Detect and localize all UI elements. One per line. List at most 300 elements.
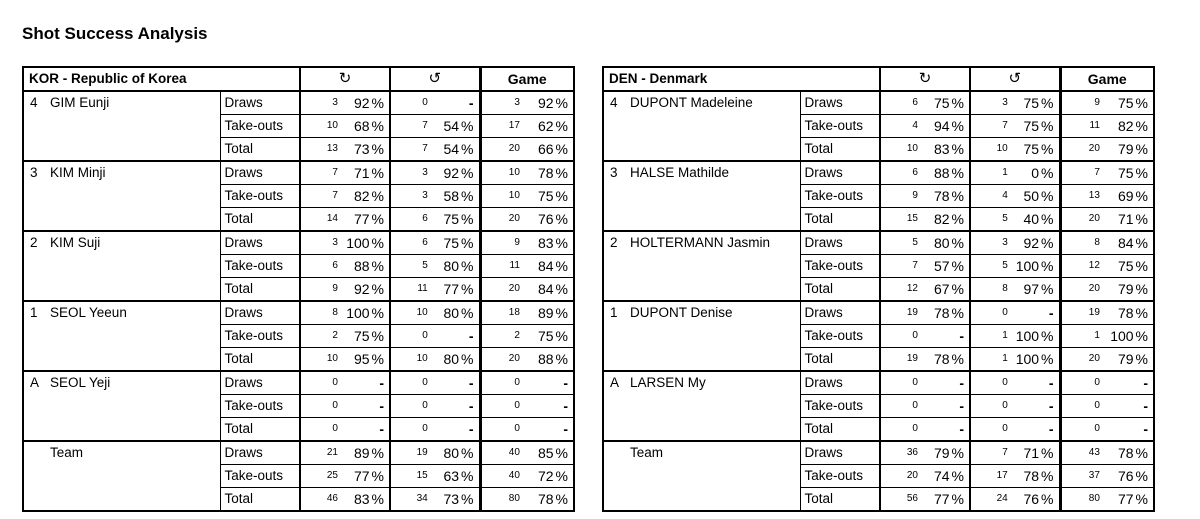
shot-count: 12 bbox=[1088, 260, 1100, 271]
success-percentage: 100 % bbox=[1015, 351, 1054, 367]
success-percentage: 92 % bbox=[443, 165, 474, 181]
shot-count: 34 bbox=[416, 493, 428, 504]
shot-count: 0 bbox=[514, 377, 520, 388]
shot-count: 0 bbox=[332, 423, 338, 434]
game-stat-cell bbox=[1060, 441, 1154, 465]
shot-type-label: Draws bbox=[800, 371, 880, 395]
game-stat-cell bbox=[1060, 488, 1154, 512]
success-percentage: 66 % bbox=[537, 141, 568, 157]
ccw-stat-cell bbox=[970, 91, 1060, 115]
shot-count: 9 bbox=[514, 237, 520, 248]
success-percentage: 75 % bbox=[353, 328, 384, 344]
shot-count: 0 bbox=[514, 400, 520, 411]
shot-count: 0 bbox=[514, 423, 520, 434]
cw-stat-cell bbox=[300, 395, 390, 418]
shot-count: 46 bbox=[326, 493, 338, 504]
player-name-cell bbox=[603, 231, 800, 301]
shot-count: 10 bbox=[416, 307, 428, 318]
table-row bbox=[603, 231, 1154, 255]
cw-stat-cell bbox=[300, 278, 390, 302]
ccw-stat-cell bbox=[970, 325, 1060, 348]
success-percentage: 82 % bbox=[933, 211, 964, 227]
success-percentage: 79 % bbox=[1117, 141, 1148, 157]
shot-count: 20 bbox=[1088, 353, 1100, 364]
cw-stat-cell bbox=[300, 208, 390, 232]
success-percentage: 80 % bbox=[443, 258, 474, 274]
shot-count: 20 bbox=[906, 470, 918, 481]
player-name-cell bbox=[23, 371, 220, 441]
shot-count: 20 bbox=[508, 143, 520, 154]
ccw-stat-cell bbox=[970, 465, 1060, 488]
player-name-cell bbox=[23, 91, 220, 161]
page-title: Shot Success Analysis bbox=[22, 24, 208, 43]
success-percentage: 77 % bbox=[353, 468, 384, 484]
table-row bbox=[603, 161, 1154, 185]
shot-count: 0 bbox=[422, 97, 428, 108]
shot-count: 1 bbox=[1002, 167, 1008, 178]
success-percentage: 80 % bbox=[933, 235, 964, 251]
shot-count: 6 bbox=[422, 237, 428, 248]
shot-count: 20 bbox=[508, 353, 520, 364]
shot-count: 0 bbox=[912, 423, 918, 434]
success-percentage: - bbox=[379, 375, 384, 391]
shot-type-label: Total bbox=[220, 488, 300, 512]
cw-stat-cell bbox=[300, 231, 390, 255]
success-percentage: 82 % bbox=[353, 188, 384, 204]
table-row bbox=[603, 371, 1154, 395]
success-percentage: 75 % bbox=[1023, 95, 1054, 111]
shot-count: 37 bbox=[1088, 470, 1100, 481]
shot-count: 1 bbox=[1094, 330, 1100, 341]
shot-count: 10 bbox=[416, 353, 428, 364]
shot-type-label: Total bbox=[800, 208, 880, 232]
success-percentage: 78 % bbox=[933, 188, 964, 204]
shot-count: 7 bbox=[1002, 447, 1008, 458]
game-stat-cell bbox=[480, 348, 574, 372]
shot-count: 0 bbox=[912, 377, 918, 388]
player-name: KIM Minji bbox=[50, 165, 106, 180]
success-percentage: 80 % bbox=[443, 305, 474, 321]
success-percentage: 73 % bbox=[353, 141, 384, 157]
success-percentage: 77 % bbox=[1117, 491, 1148, 507]
success-percentage: - bbox=[563, 375, 568, 391]
shot-count: 20 bbox=[1088, 283, 1100, 294]
success-percentage: 92 % bbox=[353, 281, 384, 297]
ccw-stat-cell bbox=[970, 371, 1060, 395]
ccw-stat-cell bbox=[390, 418, 480, 442]
cw-stat-cell bbox=[300, 488, 390, 512]
ccw-stat-cell bbox=[390, 231, 480, 255]
success-percentage: 94 % bbox=[933, 118, 964, 134]
shot-count: 3 bbox=[332, 237, 338, 248]
player-position: A bbox=[30, 375, 40, 390]
shot-type-label: Total bbox=[220, 208, 300, 232]
player-name: HALSE Mathilde bbox=[630, 165, 730, 180]
cw-stat-cell bbox=[880, 255, 970, 278]
game-stat-cell bbox=[480, 161, 574, 185]
shot-count: 0 bbox=[422, 423, 428, 434]
shot-type-label: Total bbox=[800, 278, 880, 302]
player-name-cell bbox=[23, 161, 220, 231]
success-percentage: - bbox=[1048, 305, 1054, 321]
shot-count: 21 bbox=[326, 447, 338, 458]
table-row bbox=[23, 231, 574, 255]
player-position: 2 bbox=[30, 235, 38, 250]
shot-count: 24 bbox=[996, 493, 1008, 504]
player-position: 2 bbox=[610, 235, 618, 250]
success-percentage: - bbox=[1048, 375, 1054, 391]
ccw-stat-cell bbox=[970, 441, 1060, 465]
success-percentage: 78 % bbox=[933, 305, 964, 321]
player-position: A bbox=[610, 375, 620, 390]
shot-count: 56 bbox=[906, 493, 918, 504]
team-name-header-kor: KOR - Republic of Korea bbox=[23, 67, 300, 91]
table-row bbox=[23, 441, 574, 465]
ccw-stat-cell bbox=[970, 185, 1060, 208]
success-percentage: 57 % bbox=[933, 258, 964, 274]
success-percentage: 67 % bbox=[933, 281, 964, 297]
success-percentage: 83 % bbox=[537, 235, 568, 251]
game-column-header: Game bbox=[480, 67, 574, 91]
success-percentage: - bbox=[959, 421, 964, 437]
shot-count: 0 bbox=[1002, 423, 1008, 434]
shot-count: 15 bbox=[416, 470, 428, 481]
shot-count: 0 bbox=[912, 330, 918, 341]
shot-count: 5 bbox=[1002, 260, 1008, 271]
success-percentage: 75 % bbox=[1117, 95, 1148, 111]
success-percentage: 100 % bbox=[1015, 328, 1054, 344]
success-percentage: - bbox=[379, 398, 384, 414]
shot-count: 15 bbox=[906, 213, 918, 224]
shot-count: 7 bbox=[1094, 167, 1100, 178]
ccw-stat-cell bbox=[970, 255, 1060, 278]
ccw-stat-cell bbox=[970, 488, 1060, 512]
shot-count: 19 bbox=[906, 353, 918, 364]
success-percentage: - bbox=[468, 421, 474, 437]
player-name: DUPONT Madeleine bbox=[630, 95, 753, 110]
success-percentage: 50 % bbox=[1023, 188, 1054, 204]
player-name-cell bbox=[23, 301, 220, 371]
shot-count: 20 bbox=[508, 213, 520, 224]
game-stat-cell bbox=[1060, 325, 1154, 348]
game-stat-cell bbox=[1060, 395, 1154, 418]
cw-stat-cell bbox=[880, 185, 970, 208]
success-percentage: - bbox=[959, 375, 964, 391]
game-stat-cell bbox=[1060, 371, 1154, 395]
success-percentage: - bbox=[563, 421, 568, 437]
success-percentage: 92 % bbox=[537, 95, 568, 111]
team-total-label-cell bbox=[603, 441, 800, 511]
ccw-stat-cell bbox=[970, 395, 1060, 418]
shot-count: 6 bbox=[912, 97, 918, 108]
success-percentage: 75 % bbox=[1117, 258, 1148, 274]
shot-type-label: Take-outs bbox=[800, 395, 880, 418]
player-name: SEOL Yeji bbox=[50, 375, 111, 390]
player-name: Team bbox=[630, 445, 664, 460]
ccw-stat-cell bbox=[390, 278, 480, 302]
shot-count: 0 bbox=[1094, 377, 1100, 388]
success-percentage: 76 % bbox=[537, 211, 568, 227]
success-percentage: 92 % bbox=[353, 95, 384, 111]
success-percentage: 71 % bbox=[1117, 211, 1148, 227]
success-percentage: 100 % bbox=[1110, 328, 1148, 344]
cw-stat-cell bbox=[880, 348, 970, 372]
shot-count: 5 bbox=[912, 237, 918, 248]
success-percentage: 75 % bbox=[537, 188, 568, 204]
game-stat-cell bbox=[1060, 115, 1154, 138]
cw-stat-cell bbox=[300, 115, 390, 138]
game-stat-cell bbox=[480, 91, 574, 115]
cw-stat-cell bbox=[300, 255, 390, 278]
success-percentage: 63 % bbox=[443, 468, 474, 484]
player-name-cell bbox=[603, 161, 800, 231]
table-row bbox=[603, 441, 1154, 465]
ccw-stat-cell bbox=[390, 138, 480, 162]
success-percentage: 82 % bbox=[1117, 118, 1148, 134]
counterclockwise-rotation-icon: ↺ bbox=[1008, 69, 1022, 87]
shot-type-label: Take-outs bbox=[800, 325, 880, 348]
success-percentage: 79 % bbox=[1117, 281, 1148, 297]
success-percentage: 78 % bbox=[1117, 305, 1148, 321]
ccw-stat-cell bbox=[970, 138, 1060, 162]
team-name-header-den: DEN - Denmark bbox=[603, 67, 880, 91]
game-stat-cell bbox=[1060, 418, 1154, 442]
ccw-stat-cell bbox=[390, 301, 480, 325]
success-percentage: 75 % bbox=[1023, 118, 1054, 134]
ccw-stat-cell bbox=[970, 208, 1060, 232]
success-percentage: 95 % bbox=[353, 351, 384, 367]
shot-count: 13 bbox=[1088, 190, 1100, 201]
shot-type-label: Take-outs bbox=[800, 255, 880, 278]
success-percentage: 54 % bbox=[443, 118, 474, 134]
shot-count: 5 bbox=[1002, 213, 1008, 224]
player-name: SEOL Yeeun bbox=[50, 305, 127, 320]
success-percentage: 88 % bbox=[353, 258, 384, 274]
success-percentage: 72 % bbox=[537, 468, 568, 484]
success-percentage: 75 % bbox=[933, 95, 964, 111]
clockwise-rotation-icon: ↻ bbox=[918, 69, 932, 87]
ccw-stat-cell bbox=[390, 325, 480, 348]
shot-count: 7 bbox=[1002, 120, 1008, 131]
success-percentage: 73 % bbox=[443, 491, 474, 507]
success-percentage: 74 % bbox=[933, 468, 964, 484]
success-percentage: 89 % bbox=[537, 305, 568, 321]
shot-count: 19 bbox=[416, 447, 428, 458]
game-stat-cell bbox=[1060, 465, 1154, 488]
success-percentage: 83 % bbox=[933, 141, 964, 157]
ccw-stat-cell bbox=[390, 395, 480, 418]
shot-type-label: Take-outs bbox=[220, 395, 300, 418]
success-percentage: 78 % bbox=[1117, 445, 1148, 461]
success-percentage: 100 % bbox=[346, 305, 384, 321]
shot-count: 9 bbox=[1094, 97, 1100, 108]
success-percentage: 0 % bbox=[1031, 165, 1054, 181]
counterclockwise-rotation-icon: ↺ bbox=[428, 69, 442, 87]
shot-count: 3 bbox=[1002, 97, 1008, 108]
success-percentage: 77 % bbox=[933, 491, 964, 507]
table-row bbox=[23, 301, 574, 325]
success-percentage: 84 % bbox=[537, 258, 568, 274]
shot-count: 12 bbox=[906, 283, 918, 294]
shot-count: 0 bbox=[422, 377, 428, 388]
shot-count: 11 bbox=[417, 283, 428, 294]
shot-count: 0 bbox=[422, 330, 428, 341]
shot-count: 10 bbox=[326, 353, 338, 364]
success-percentage: 75 % bbox=[537, 328, 568, 344]
shot-type-label: Draws bbox=[220, 231, 300, 255]
shot-type-label: Total bbox=[800, 138, 880, 162]
shot-count: 0 bbox=[1002, 400, 1008, 411]
shot-count: 11 bbox=[1089, 120, 1100, 131]
shot-type-label: Take-outs bbox=[220, 115, 300, 138]
shot-count: 7 bbox=[912, 260, 918, 271]
shot-count: 25 bbox=[326, 470, 338, 481]
shot-count: 5 bbox=[422, 260, 428, 271]
table-row bbox=[23, 161, 574, 185]
shot-type-label: Total bbox=[220, 418, 300, 442]
clockwise-column-header bbox=[880, 67, 970, 91]
shot-type-label: Total bbox=[220, 138, 300, 162]
game-stat-cell bbox=[480, 208, 574, 232]
shot-type-label: Take-outs bbox=[220, 465, 300, 488]
success-percentage: - bbox=[468, 375, 474, 391]
cw-stat-cell bbox=[880, 301, 970, 325]
player-position: 3 bbox=[30, 165, 38, 180]
player-name: LARSEN My bbox=[630, 375, 706, 390]
shot-count: 8 bbox=[1002, 283, 1008, 294]
cw-stat-cell bbox=[880, 161, 970, 185]
shot-type-label: Total bbox=[220, 348, 300, 372]
shot-count: 8 bbox=[332, 307, 338, 318]
team-table-korea bbox=[22, 66, 575, 512]
clockwise-rotation-icon: ↻ bbox=[338, 69, 352, 87]
shot-count: 3 bbox=[422, 167, 428, 178]
player-name-cell bbox=[603, 91, 800, 161]
shot-type-label: Draws bbox=[800, 91, 880, 115]
shot-count: 1 bbox=[1002, 353, 1008, 364]
success-percentage: - bbox=[1048, 398, 1054, 414]
shot-type-label: Draws bbox=[220, 371, 300, 395]
game-stat-cell bbox=[1060, 231, 1154, 255]
shot-count: 43 bbox=[1088, 447, 1100, 458]
game-stat-cell bbox=[480, 185, 574, 208]
shot-count: 10 bbox=[906, 143, 918, 154]
ccw-stat-cell bbox=[970, 161, 1060, 185]
shot-count: 0 bbox=[1002, 377, 1008, 388]
shot-count: 10 bbox=[508, 190, 520, 201]
game-column-header: Game bbox=[1060, 67, 1154, 91]
game-stat-cell bbox=[1060, 138, 1154, 162]
shot-type-label: Draws bbox=[220, 91, 300, 115]
shot-count: 6 bbox=[332, 260, 338, 271]
success-percentage: 71 % bbox=[1023, 445, 1054, 461]
ccw-stat-cell bbox=[970, 115, 1060, 138]
ccw-stat-cell bbox=[390, 185, 480, 208]
success-percentage: 76 % bbox=[1117, 468, 1148, 484]
shot-count: 3 bbox=[332, 97, 338, 108]
game-stat-cell bbox=[480, 255, 574, 278]
shot-count: 0 bbox=[422, 400, 428, 411]
ccw-stat-cell bbox=[970, 348, 1060, 372]
clockwise-column-header bbox=[300, 67, 390, 91]
ccw-stat-cell bbox=[390, 208, 480, 232]
game-stat-cell bbox=[480, 115, 574, 138]
shot-type-label: Draws bbox=[800, 441, 880, 465]
ccw-stat-cell bbox=[390, 371, 480, 395]
shot-count: 0 bbox=[332, 400, 338, 411]
game-stat-cell bbox=[1060, 255, 1154, 278]
success-percentage: 75 % bbox=[1117, 165, 1148, 181]
game-stat-cell bbox=[480, 465, 574, 488]
player-name-cell bbox=[603, 301, 800, 371]
shot-count: 40 bbox=[508, 470, 520, 481]
player-position: 4 bbox=[610, 95, 618, 110]
success-percentage: 84 % bbox=[537, 281, 568, 297]
success-percentage: 80 % bbox=[443, 351, 474, 367]
game-stat-cell bbox=[480, 278, 574, 302]
cw-stat-cell bbox=[300, 371, 390, 395]
shot-type-label: Draws bbox=[220, 441, 300, 465]
shot-count: 13 bbox=[326, 143, 338, 154]
team-table-denmark bbox=[602, 66, 1155, 512]
game-stat-cell bbox=[1060, 301, 1154, 325]
cw-stat-cell bbox=[880, 371, 970, 395]
player-name: GIM Eunji bbox=[50, 95, 110, 110]
shot-count: 17 bbox=[508, 120, 520, 131]
team-total-label-cell bbox=[23, 441, 220, 511]
cw-stat-cell bbox=[300, 185, 390, 208]
success-percentage: - bbox=[1143, 375, 1148, 391]
success-percentage: 77 % bbox=[443, 281, 474, 297]
ccw-stat-cell bbox=[390, 441, 480, 465]
player-position: 4 bbox=[30, 95, 38, 110]
cw-stat-cell bbox=[300, 348, 390, 372]
player-name: KIM Suji bbox=[50, 235, 101, 250]
success-percentage: 78 % bbox=[933, 351, 964, 367]
shot-count: 9 bbox=[332, 283, 338, 294]
shot-type-label: Take-outs bbox=[800, 115, 880, 138]
cw-stat-cell bbox=[880, 138, 970, 162]
counterclockwise-column-header bbox=[390, 67, 480, 91]
game-stat-cell bbox=[480, 325, 574, 348]
success-percentage: - bbox=[563, 398, 568, 414]
game-stat-cell bbox=[480, 441, 574, 465]
success-percentage: 89 % bbox=[353, 445, 384, 461]
ccw-stat-cell bbox=[390, 161, 480, 185]
shot-count: 0 bbox=[1094, 400, 1100, 411]
shot-count: 10 bbox=[996, 143, 1008, 154]
success-percentage: 79 % bbox=[933, 445, 964, 461]
success-percentage: - bbox=[1143, 421, 1148, 437]
shot-count: 40 bbox=[508, 447, 520, 458]
success-percentage: 85 % bbox=[537, 445, 568, 461]
ccw-stat-cell bbox=[390, 348, 480, 372]
success-percentage: 78 % bbox=[1023, 468, 1054, 484]
cw-stat-cell bbox=[880, 418, 970, 442]
shot-type-label: Take-outs bbox=[800, 465, 880, 488]
game-stat-cell bbox=[480, 231, 574, 255]
ccw-stat-cell bbox=[390, 465, 480, 488]
cw-stat-cell bbox=[880, 441, 970, 465]
game-stat-cell bbox=[480, 395, 574, 418]
success-percentage: 92 % bbox=[1023, 235, 1054, 251]
shot-type-label: Draws bbox=[800, 301, 880, 325]
success-percentage: 100 % bbox=[1015, 258, 1054, 274]
success-percentage: - bbox=[959, 328, 964, 344]
ccw-stat-cell bbox=[970, 301, 1060, 325]
shot-count: 3 bbox=[1002, 237, 1008, 248]
ccw-stat-cell bbox=[970, 231, 1060, 255]
